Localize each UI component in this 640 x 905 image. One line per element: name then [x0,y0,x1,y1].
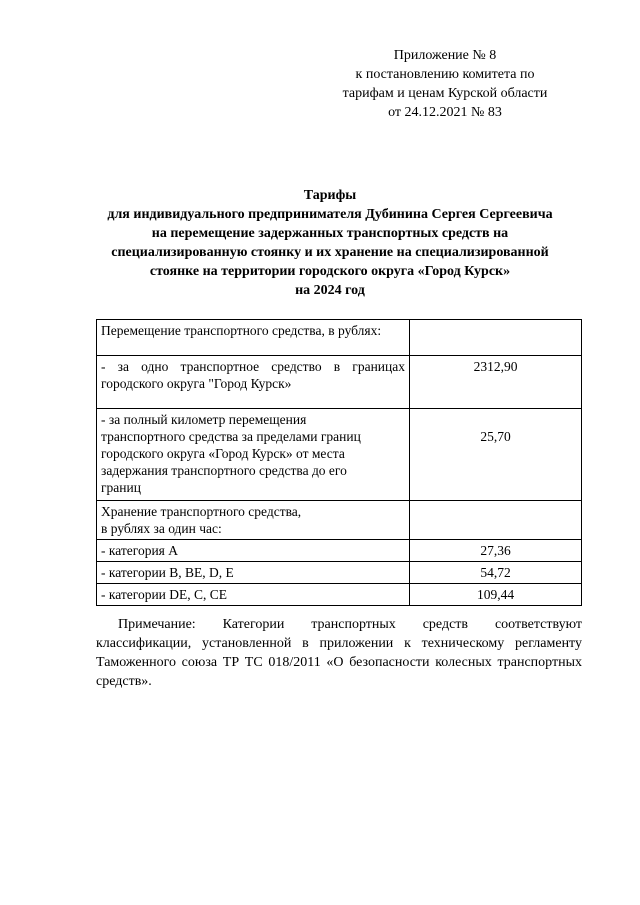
appendix-number: Приложение № 8 [393,48,497,63]
row2-label-line4: задержания транспортного средства до его [101,463,347,478]
title-line-parking: специализированную стоянку и их хранение на специализированной [111,245,549,260]
row2-label-cell [97,409,410,501]
storage-header-value-cell [410,501,582,540]
note-line1: Примечание: Категории транспортных средств соответствуют [118,617,582,632]
row1-value: 2312,90 [410,356,582,409]
movement-header-value-cell [410,320,582,356]
cat-c-value: 109,44 [410,584,582,606]
appendix-committee-line: тарифам и ценам Курской области [342,86,548,101]
table-row [97,562,582,584]
table-row [97,501,582,540]
storage-header-cell [97,501,410,540]
row2-label-line5: границ [101,480,141,495]
cat-c-label: - категории DE, C, CE [97,584,410,606]
table-row [97,409,582,501]
title-line-territory: стоянке на территории городского округа «Город Курск» [149,264,511,279]
table-row [97,320,582,356]
row1-label-line2: городского округа "Город Курск» [101,376,292,391]
appendix-header [330,46,560,122]
row1-label-line1: - за одно транспортное средство в границах [101,359,405,374]
cat-b-value: 54,72 [410,562,582,584]
row2-value: 25,70 [480,429,511,444]
note-line4: средств». [96,674,152,689]
note-paragraph [96,615,582,691]
note-line3: Таможенного союза ТР ТС 018/2011 «О безопасности колесных транспортных [96,655,582,670]
appendix-ref-line: к постановлению комитета по [355,67,535,82]
title-heading: Тарифы [303,188,357,203]
row1-label-cell [97,356,410,409]
cat-a-label: - категория А [97,540,410,562]
table-row [97,356,582,409]
title-line-year: на 2024 год [295,283,365,298]
cat-a-value: 27,36 [410,540,582,562]
storage-header-line1: Хранение транспортного средства, [101,504,302,519]
table-row [97,584,582,606]
row2-value-cell [410,409,582,501]
tariff-table [96,319,582,606]
movement-header-cell [97,320,410,356]
storage-header-line2: в рублях за один час: [101,521,222,536]
note-line2: классификации, установленной в приложении к техническому регламенту [96,636,582,651]
document-title [60,186,600,300]
row2-label-line3: городского округа «Город Курск» от места [101,446,345,461]
title-line-entrepreneur: для индивидуального предпринимателя Дубинина Сергея Сергеевича [107,207,553,222]
cat-b-label: - категории B, BE, D, E [97,562,410,584]
appendix-date-line: от 24.12.2021 № 83 [388,105,502,120]
row2-label-line2: транспортного средства за пределами границ [101,429,361,444]
title-line-movement: на перемещение задержанных транспортных средств на [151,226,509,241]
row2-label-line1: - за полный километр перемещения [101,412,307,427]
movement-header: Перемещение транспортного средства, в рублях: [101,323,382,338]
table-row [97,540,582,562]
